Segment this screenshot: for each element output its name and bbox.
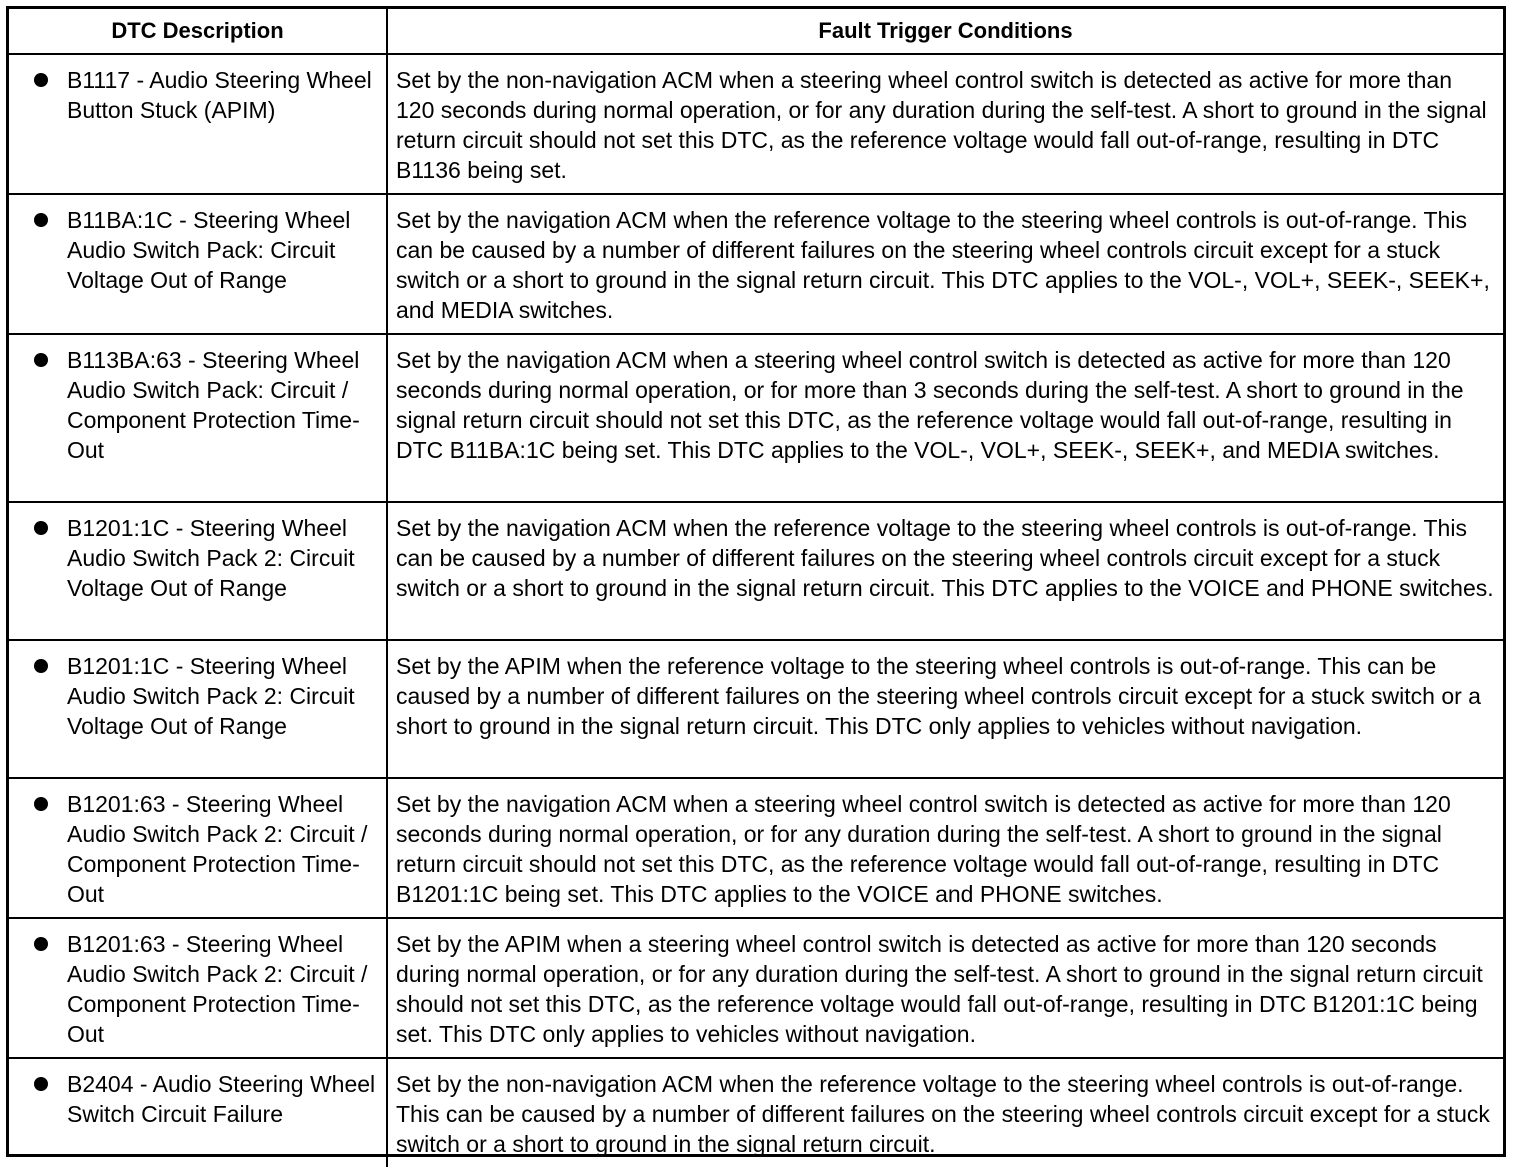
header-fault-trigger-conditions: Fault Trigger Conditions bbox=[387, 9, 1503, 54]
bullet-icon bbox=[34, 521, 48, 535]
condition-cell bbox=[387, 194, 1503, 334]
dtc-description: B11BA:1C - Steering Wheel Audio Switch Pack: Circuit Voltage Out of Range bbox=[67, 207, 351, 293]
dtc-cell bbox=[9, 640, 387, 778]
header-dtc-description: DTC Description bbox=[9, 9, 387, 54]
fault-condition: Set by the navigation ACM when a steering wheel control switch is detected as active for more than 120 seconds during normal operation, or for more than 3 seconds during the self-test. A short to ground in the signal return circuit should not set this DTC, as the reference voltage would fall out-of-range, resulting in DTC B11BA:1C being set. This DTC applies to the VOL-, VOL+, SEEK-, SEEK+, and MEDIA switches. bbox=[396, 347, 1464, 463]
fault-condition: Set by the navigation ACM when the reference voltage to the steering wheel controls is out-of-range. This can be caused by a number of different failures on the steering wheel controls circuit except for a stuck switch or a short to ground in the signal return circuit. This DTC applies to the VOICE and PHONE switches. bbox=[396, 515, 1494, 601]
condition-cell bbox=[387, 334, 1503, 502]
fault-condition: Set by the non-navigation ACM when the reference voltage to the steering wheel controls is out-of-range. This can be caused by a number of different failures on the steering wheel controls circuit except for a stuck switch or a short to ground in the signal return circuit. bbox=[396, 1071, 1490, 1157]
dtc-table-frame bbox=[6, 6, 1506, 1157]
fault-condition: Set by the APIM when a steering wheel control switch is detected as active for more than 120 seconds during normal operation, or for any duration during the self-test. A short to ground in the signal return circuit should not set this DTC, as the reference voltage would fall out-of-range, resulting in DTC B1201:1C being set. This DTC only applies to vehicles without navigation. bbox=[396, 931, 1483, 1047]
dtc-description: B1117 - Audio Steering Wheel Button Stuck (APIM) bbox=[67, 67, 372, 123]
table-row bbox=[9, 918, 1503, 1058]
dtc-description: B1201:63 - Steering Wheel Audio Switch Pack 2: Circuit / Component Protection Time-Out bbox=[67, 791, 368, 907]
dtc-description: B1201:1C - Steering Wheel Audio Switch Pack 2: Circuit Voltage Out of Range bbox=[67, 653, 355, 739]
condition-cell bbox=[387, 918, 1503, 1058]
table-row bbox=[9, 334, 1503, 502]
dtc-description: B1201:1C - Steering Wheel Audio Switch Pack 2: Circuit Voltage Out of Range bbox=[67, 515, 355, 601]
table-row bbox=[9, 778, 1503, 918]
condition-cell bbox=[387, 1058, 1503, 1167]
condition-cell bbox=[387, 778, 1503, 918]
bullet-icon bbox=[34, 797, 48, 811]
bullet-icon bbox=[34, 659, 48, 673]
dtc-cell bbox=[9, 502, 387, 640]
table-row bbox=[9, 502, 1503, 640]
dtc-cell bbox=[9, 54, 387, 194]
table-row bbox=[9, 54, 1503, 194]
condition-cell bbox=[387, 54, 1503, 194]
bullet-icon bbox=[34, 1077, 48, 1091]
dtc-description: B1201:63 - Steering Wheel Audio Switch Pack 2: Circuit / Component Protection Time-Out bbox=[67, 931, 368, 1047]
bullet-icon bbox=[34, 937, 48, 951]
table-row bbox=[9, 640, 1503, 778]
dtc-cell bbox=[9, 194, 387, 334]
dtc-cell bbox=[9, 334, 387, 502]
dtc-cell bbox=[9, 778, 387, 918]
dtc-description: B2404 - Audio Steering Wheel Switch Circuit Failure bbox=[67, 1071, 376, 1127]
bullet-icon bbox=[34, 213, 48, 227]
dtc-description: B113BA:63 - Steering Wheel Audio Switch Pack: Circuit / Component Protection Time-Out bbox=[67, 347, 360, 463]
dtc-cell bbox=[9, 1058, 387, 1167]
table-row bbox=[9, 194, 1503, 334]
fault-condition: Set by the APIM when the reference voltage to the steering wheel controls is out-of-range. This can be caused by a number of different failures on the steering wheel controls circuit except for a stuck switch or a short to ground in the signal return circuit. This DTC only applies to vehicles without navigation. bbox=[396, 653, 1481, 739]
bullet-icon bbox=[34, 353, 48, 367]
condition-cell bbox=[387, 502, 1503, 640]
dtc-table bbox=[9, 9, 1503, 1167]
bullet-icon bbox=[34, 73, 48, 87]
fault-condition: Set by the navigation ACM when the reference voltage to the steering wheel controls is out-of-range. This can be caused by a number of different failures on the steering wheel controls circuit except for a stuck switch or a short to ground in the signal return circuit. This DTC applies to the VOL-, VOL+, SEEK-, SEEK+, and MEDIA switches. bbox=[396, 207, 1490, 323]
table-header-row bbox=[9, 9, 1503, 54]
condition-cell bbox=[387, 640, 1503, 778]
fault-condition: Set by the non-navigation ACM when a steering wheel control switch is detected as active for more than 120 seconds during normal operation, or for any duration during the self-test. A short to ground in the signal return circuit should not set this DTC, as the reference voltage would fall out-of-range, resulting in DTC B1136 being set. bbox=[396, 67, 1487, 183]
fault-condition: Set by the navigation ACM when a steering wheel control switch is detected as active for more than 120 seconds during normal operation, or for any duration during the self-test. A short to ground in the signal return circuit should not set this DTC, as the reference voltage would fall out-of-range, resulting in DTC B1201:1C being set. This DTC applies to the VOICE and PHONE switches. bbox=[396, 791, 1451, 907]
dtc-cell bbox=[9, 918, 387, 1058]
table-row bbox=[9, 1058, 1503, 1167]
